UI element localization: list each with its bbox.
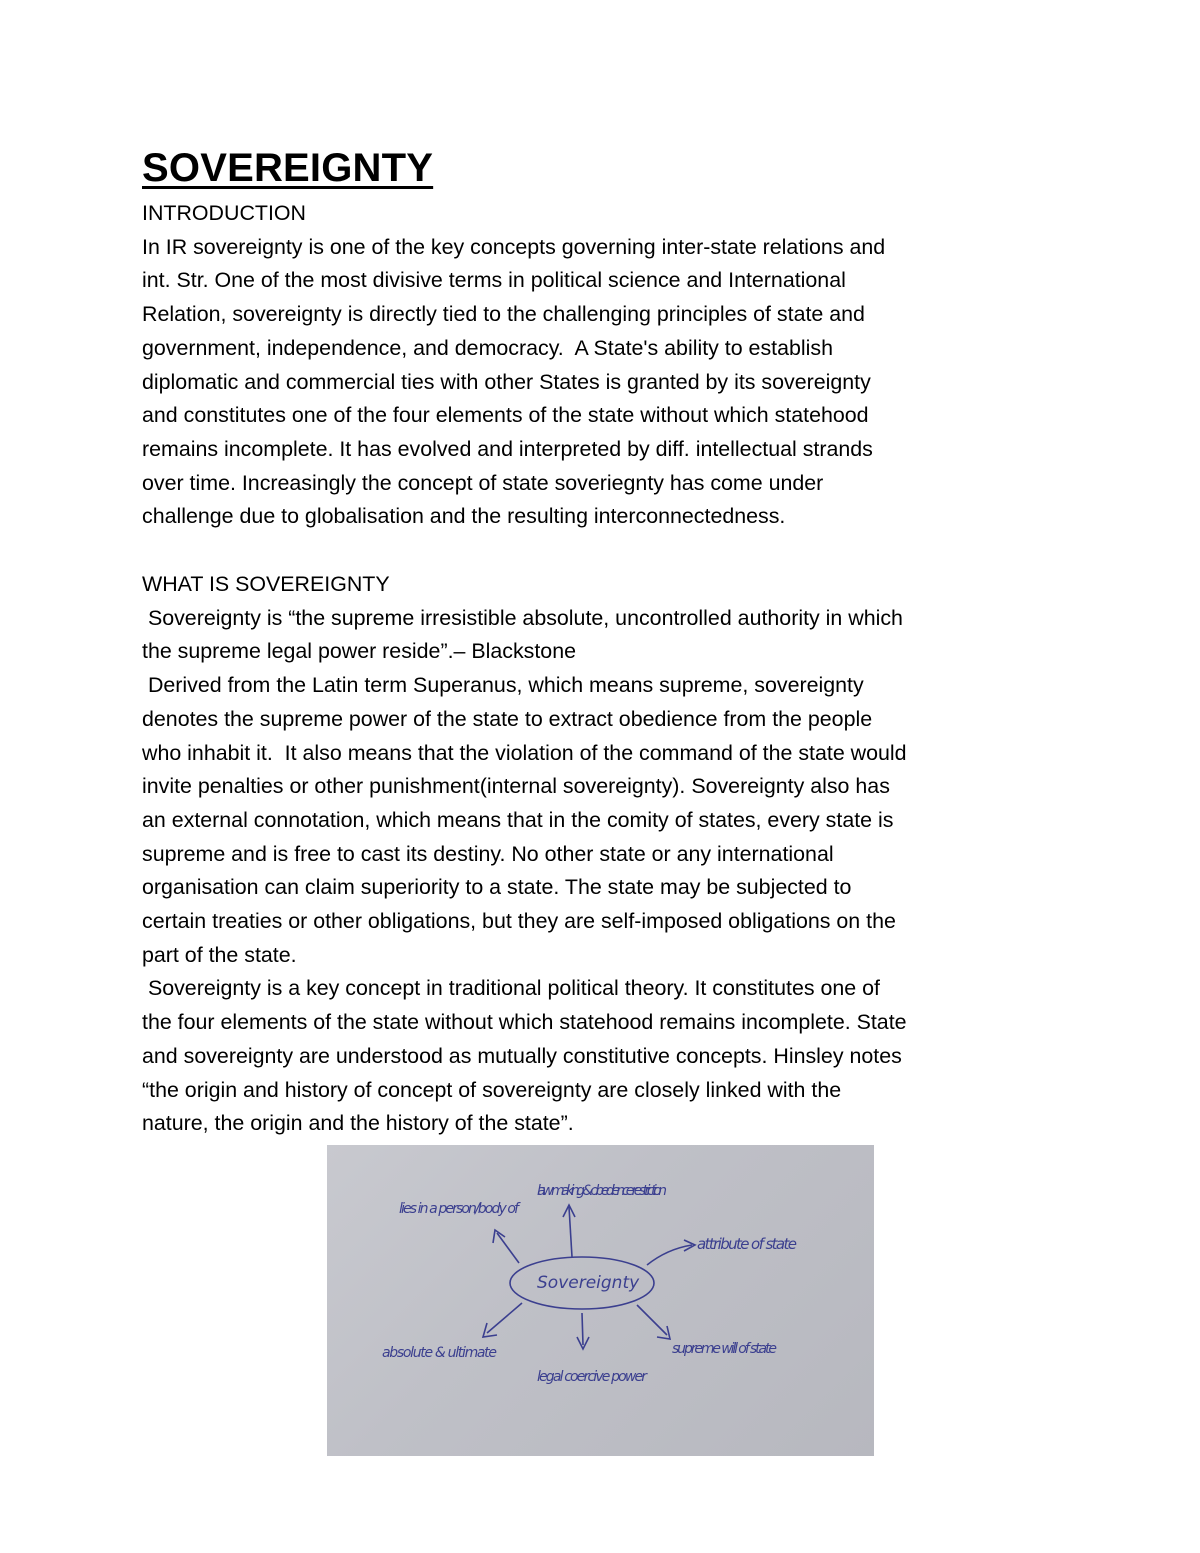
section-heading-what-is-sovereignty: WHAT IS SOVEREIGNTY: [142, 572, 390, 596]
paragraph-line: the four elements of the state without which statehood remains incomplete. State: [142, 1010, 907, 1035]
paragraph-line: denotes the supreme power of the state to extract obedience from the people: [142, 706, 873, 731]
mindmap-node-attribute: attribute of state: [697, 1235, 797, 1253]
paragraph-line: Derived from the Latin term Superanus, which means supreme, sovereignty: [142, 673, 864, 698]
page-title: SOVEREIGNTY: [142, 146, 434, 190]
mindmap-center-label: Sovereignty: [537, 1273, 640, 1293]
what-is-sovereignty-section: [142, 568, 1102, 1141]
section-heading-introduction: INTRODUCTION: [142, 201, 306, 225]
paragraph-line: nature, the origin and the history of the state”.: [142, 1111, 574, 1136]
paragraph-line: supreme and is free to cast its destiny. No other state or any international: [142, 841, 834, 866]
paragraph-line: and sovereignty are understood as mutually constitutive concepts. Hinsley notes: [142, 1043, 902, 1068]
paragraph-line: an external connotation, which means that in the comity of states, every state is: [142, 807, 894, 832]
introduction-section: [142, 197, 1102, 534]
paragraph-line: over time. Increasingly the concept of state soveriegnty has come under: [142, 470, 824, 495]
paragraph-line: certain treaties or other obligations, but they are self-imposed obligations on the: [142, 909, 896, 934]
paragraph-line: the supreme legal power reside”.– Blackstone: [142, 639, 576, 664]
mindmap-node-legal-power: legal coercive power: [537, 1369, 647, 1385]
paragraph-line: Sovereignty is “the supreme irresistible absolute, uncontrolled authority in which: [142, 605, 903, 630]
paragraph-line: who inhabit it. It also means that the violation of the command of the state would: [142, 740, 907, 765]
paragraph-line: int. Str. One of the most divisive terms in political science and International: [142, 268, 846, 293]
mindmap-drawing: [327, 1145, 874, 1456]
paragraph-line: invite penalties or other punishment(internal sovereignty). Sovereignty also has: [142, 774, 890, 799]
mindmap-node-law-making: law making & obedience restriction: [537, 1183, 667, 1199]
paragraph-line: organisation can claim superiority to a state. The state may be subjected to: [142, 875, 852, 900]
paragraph-line: “the origin and history of concept of sovereignty are closely linked with the: [142, 1077, 842, 1102]
paragraph-line: part of the state.: [142, 942, 297, 967]
paragraph-line: and constitutes one of the four elements of the state without which statehood: [142, 403, 869, 428]
handwritten-mindmap-photo: [327, 1145, 874, 1456]
paragraph-line: government, independence, and democracy. A State's ability to establish: [142, 335, 833, 360]
paragraph-line: Sovereignty is a key concept in traditional political theory. It constitutes one of: [142, 976, 880, 1001]
paragraph-line: remains incomplete. It has evolved and interpreted by diff. intellectual strands: [142, 436, 873, 461]
paragraph-line: In IR sovereignty is one of the key concepts governing inter-state relations and: [142, 234, 886, 259]
mindmap-node-supreme-will: supreme will of state: [672, 1341, 777, 1357]
mindmap-node-person: lies in a person/body of: [399, 1201, 519, 1217]
paragraph-line: challenge due to globalisation and the resulting interconnectedness.: [142, 504, 786, 529]
mindmap-node-absolute: absolute & ultimate: [382, 1345, 497, 1361]
paragraph-line: Relation, sovereignty is directly tied to the challenging principles of state and: [142, 302, 865, 327]
paragraph-line: diplomatic and commercial ties with other States is granted by its sovereignty: [142, 369, 871, 394]
